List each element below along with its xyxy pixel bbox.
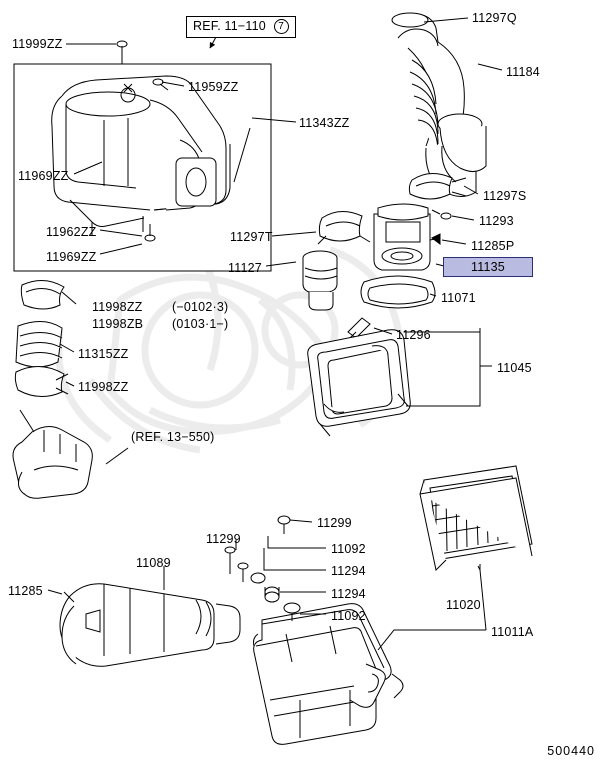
highlighted-part-label: 11135	[471, 259, 505, 274]
part-label-11969ZZ-top: 11969ZZ	[18, 169, 69, 183]
part-label-11127: 11127	[228, 261, 262, 275]
air-cleaner-hose	[392, 13, 486, 197]
part-label-11011A: 11011A	[491, 625, 534, 639]
part-label-11998ZZ-2: 11998ZZ	[78, 380, 129, 394]
part-label-11293: 11293	[479, 214, 514, 228]
part-label-11285P: 11285P	[471, 239, 515, 253]
part-label-11071: 11071	[441, 291, 476, 305]
part-label-11962ZZ: 11962ZZ	[46, 225, 97, 239]
part-label-11045: 11045	[497, 361, 532, 375]
part-label-11092-b: 11092	[331, 609, 366, 623]
air-cleaner-housing	[254, 604, 404, 745]
part-label-11999ZZ: 11999ZZ	[12, 37, 63, 51]
part-label-11184: 11184	[506, 65, 540, 79]
highlighted-part-11135[interactable]	[443, 257, 533, 277]
hose-clamp-11297T	[318, 211, 370, 244]
part-label-11092-a: 11092	[331, 542, 366, 556]
part-label-11299-a: 11299	[317, 516, 352, 530]
part-label-11089: 11089	[136, 556, 171, 570]
part-label-11297S: 11297S	[483, 189, 527, 203]
ref-13-550-label: (REF. 13−550)	[131, 430, 215, 444]
part-label-11998ZZ-1: 11998ZZ	[92, 300, 143, 314]
part-label-11020: 11020	[446, 598, 481, 612]
part-label-11297T: 11297T	[230, 230, 273, 244]
part-label-11294-b: 11294	[331, 587, 366, 601]
left-clamps	[15, 280, 68, 396]
part-label-11343ZZ: 11343ZZ	[299, 116, 350, 130]
air-inlet-duct	[13, 410, 92, 498]
part-label-11294-a: 11294	[331, 564, 366, 578]
air-cleaner-cover	[308, 318, 411, 436]
part-label-11296: 11296	[396, 328, 431, 342]
air-intake-duct-11089	[60, 584, 240, 667]
ref-11-110-box	[186, 16, 296, 38]
part-note-11998ZZ-1: (−0102·3)	[172, 300, 229, 314]
oil-filler-body	[361, 204, 451, 308]
part-label-11285: 11285	[8, 584, 43, 598]
part-label-11299-b: 11299	[206, 532, 241, 546]
ref-11-110-label: REF. 11−110	[193, 19, 266, 33]
part-label-11315ZZ: 11315ZZ	[78, 347, 129, 361]
part-label-11959ZZ: 11959ZZ	[188, 80, 239, 94]
part-label-11297Q: 11297Q	[472, 11, 517, 25]
ref-11-110-circle-number: 7	[274, 19, 289, 34]
air-filter-element	[420, 466, 532, 570]
part-label-11969ZZ-bottom: 11969ZZ	[46, 250, 97, 264]
breather-hose-11127	[303, 251, 337, 310]
diagram-code: 500440	[547, 744, 595, 758]
part-note-11998ZB: (0103·1−)	[172, 317, 229, 331]
part-label-11998ZB: 11998ZB	[92, 317, 144, 331]
